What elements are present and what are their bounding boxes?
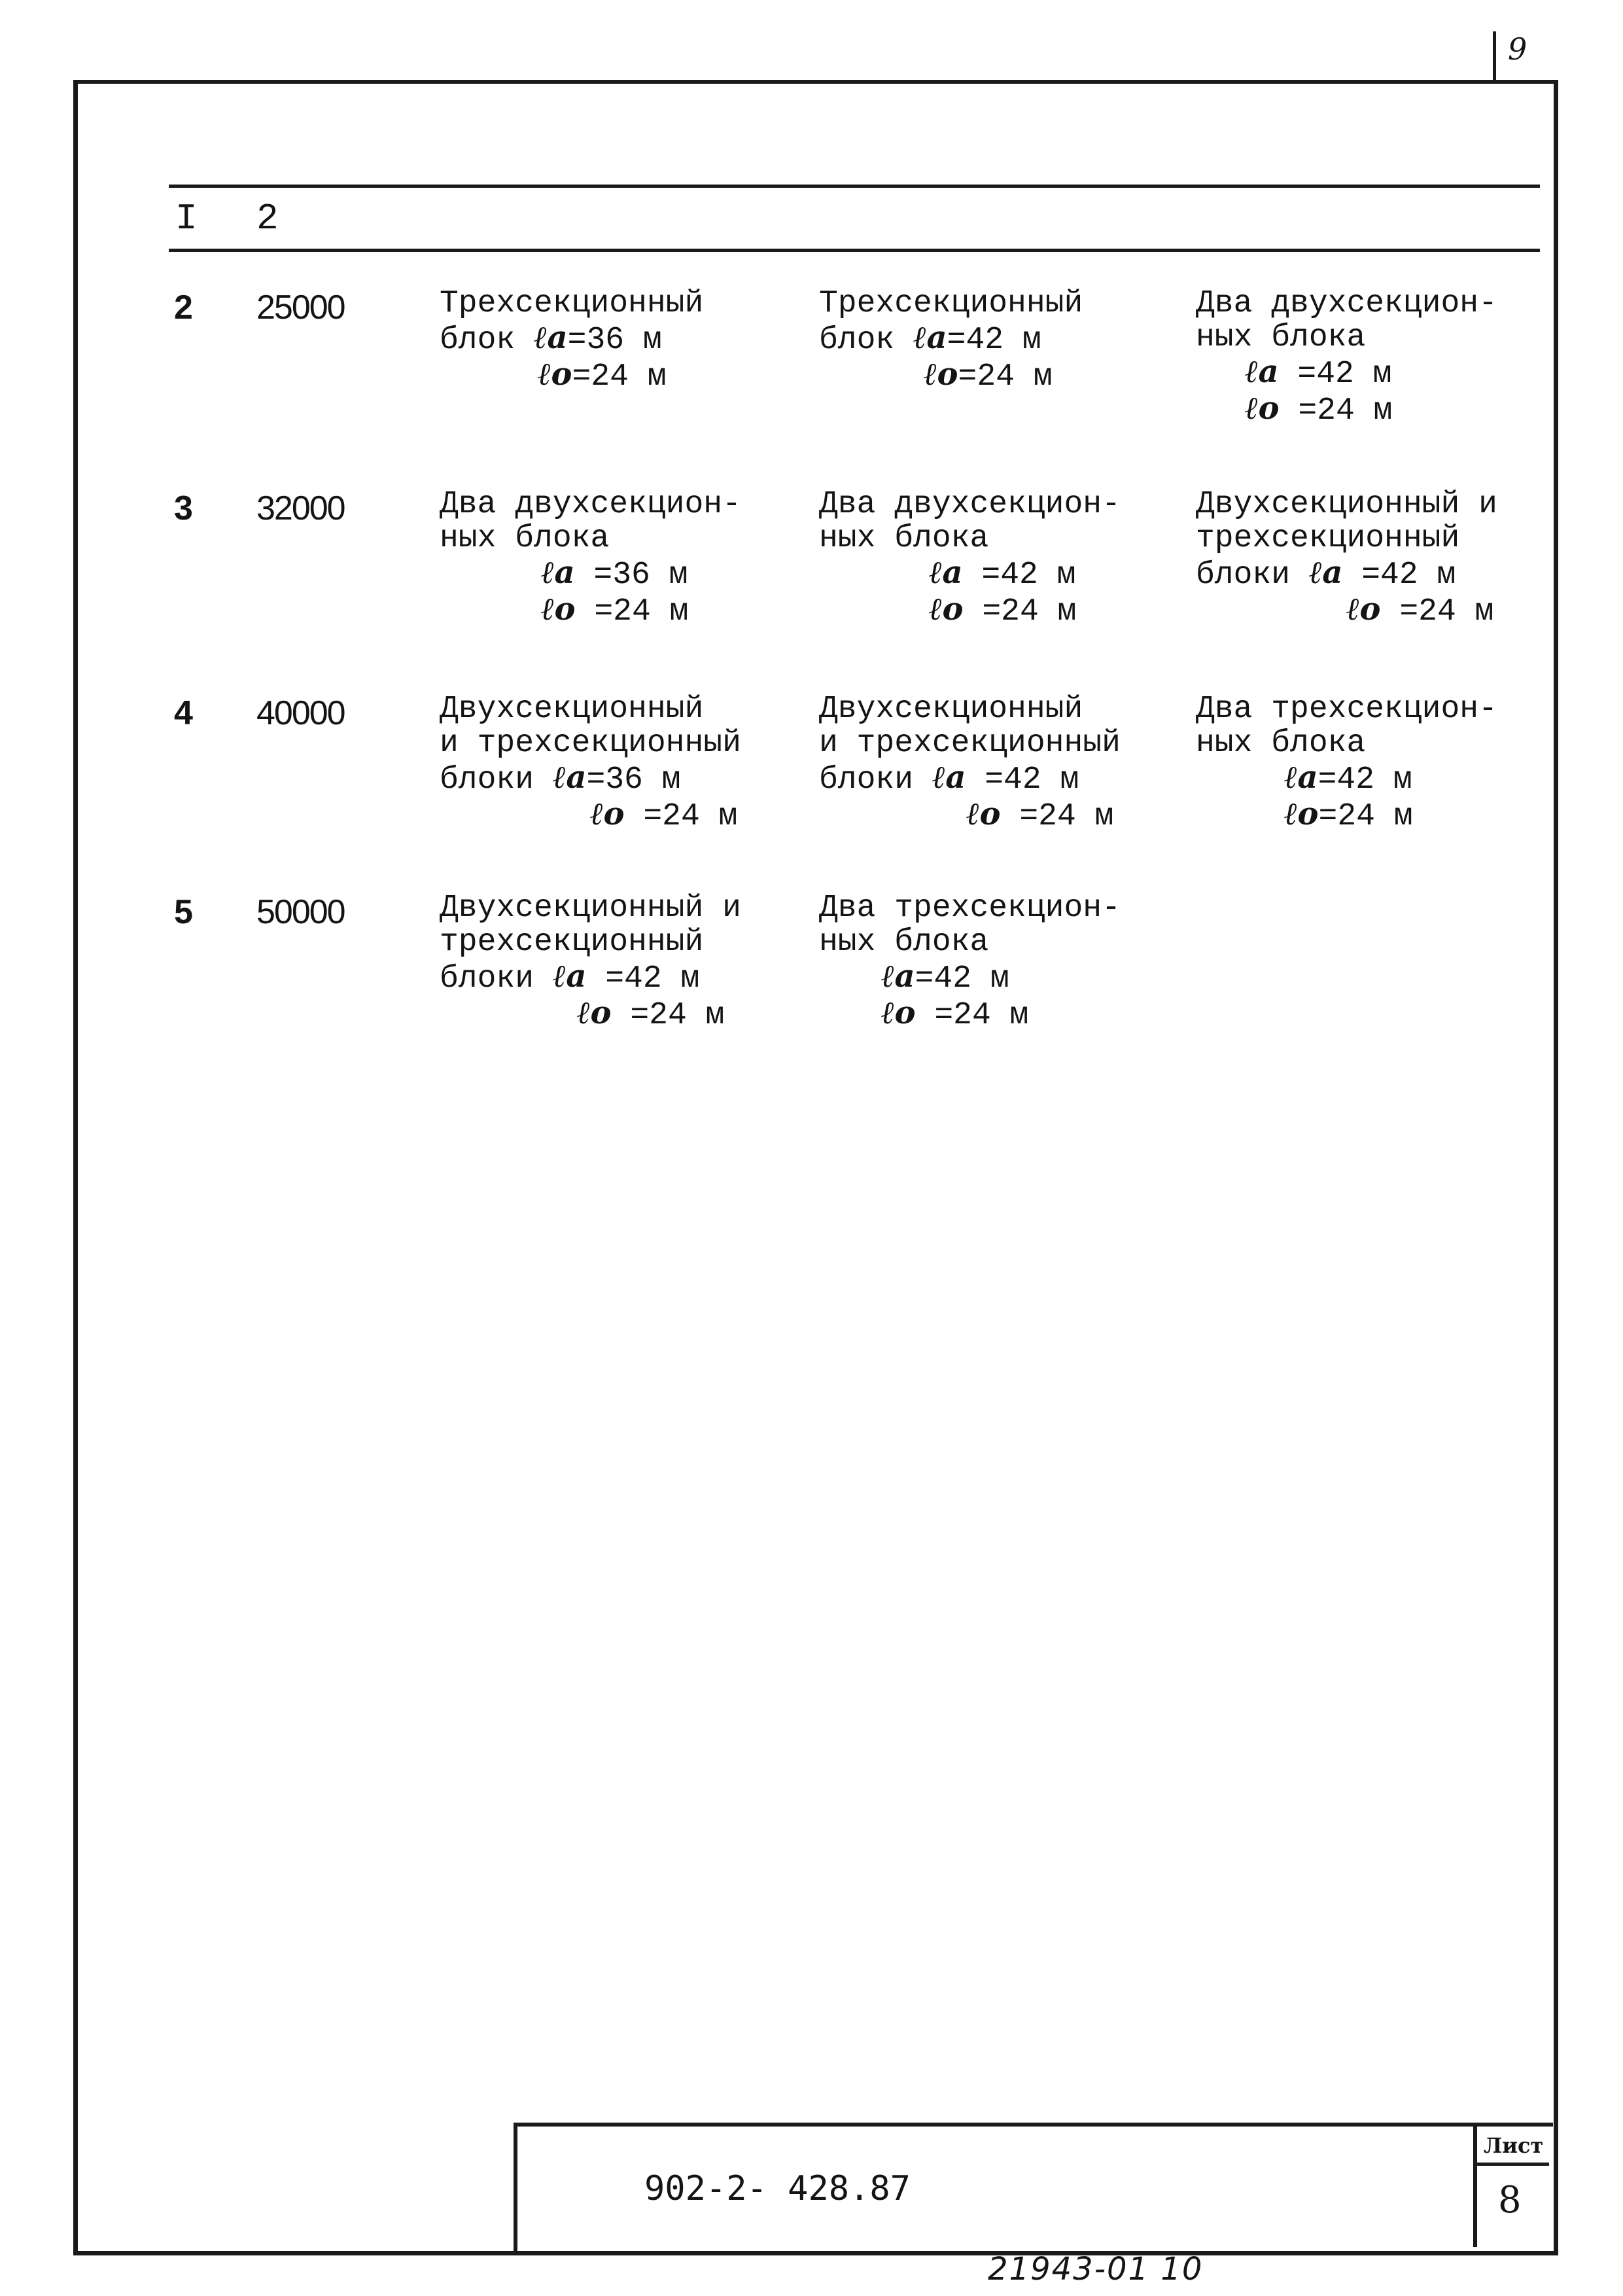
option-line: Два двухсекцион- xyxy=(819,487,1121,522)
option-line: ℓо =24 м xyxy=(1346,591,1494,629)
option-line: Двухсекционный и xyxy=(1196,487,1497,522)
option-line: трехсекционный xyxy=(1196,521,1460,556)
option-line: ℓо=24 м xyxy=(1284,796,1413,834)
row-quantity: 25000 xyxy=(256,289,345,327)
option-line: ℓо=24 м xyxy=(538,356,667,395)
header-col1: I xyxy=(175,198,198,239)
row-c4-option xyxy=(819,287,1083,394)
option-line: ℓа =36 м xyxy=(541,554,688,593)
document-code: 902-2- 428.87 xyxy=(644,2169,911,2208)
option-line: ℓа=42 м xyxy=(881,958,1009,997)
option-line: Трехсекционный xyxy=(440,286,704,321)
option-line: ℓо =24 м xyxy=(590,796,738,834)
option-line: Двухсекционный xyxy=(819,692,1083,727)
option-line: ℓо =24 м xyxy=(541,591,689,629)
row-c4-option xyxy=(819,487,1121,629)
sheet-label: Лист xyxy=(1484,2133,1544,2158)
option-line: Два двухсекцион- xyxy=(1196,286,1497,321)
option-line: ℓо =24 м xyxy=(881,995,1029,1033)
option-line: Двухсекционный xyxy=(440,692,704,727)
option-line: ℓа=42 м xyxy=(1284,759,1412,798)
corner-page-number: 9 xyxy=(1508,31,1527,67)
option-line: ных блока xyxy=(819,521,989,556)
row-number: 3 xyxy=(174,489,193,527)
inventory-number: 21943-01 10 xyxy=(988,2251,1204,2287)
row-quantity: 32000 xyxy=(256,489,345,527)
row-c5-option xyxy=(1196,692,1497,834)
option-line: ных блока xyxy=(819,925,989,960)
row-c3-option xyxy=(440,692,741,834)
option-line: блоки ℓа =42 м xyxy=(1196,554,1456,593)
sheet-label-rule xyxy=(1473,2163,1549,2166)
row-c3-option xyxy=(440,891,741,1033)
sheet-number: 8 xyxy=(1498,2179,1522,2221)
option-line: ℓо =24 м xyxy=(929,591,1077,629)
row-number: 2 xyxy=(174,289,193,327)
row-quantity: 40000 xyxy=(256,694,345,732)
option-line: Трехсекционный xyxy=(819,286,1083,321)
option-line: ℓа =42 м xyxy=(929,554,1076,593)
row-c5-option xyxy=(1196,287,1497,428)
option-line: блок ℓа=42 м xyxy=(819,319,1041,358)
option-line: и трехсекционный xyxy=(440,726,741,761)
corner-page-tab xyxy=(1493,31,1552,80)
option-line: блок ℓа=36 м xyxy=(440,319,662,358)
option-line: Двухсекционный и xyxy=(440,891,741,926)
header-col2: 2 xyxy=(256,198,279,239)
option-line: блоки ℓа=36 м xyxy=(440,759,681,798)
option-line: и трехсекционный xyxy=(819,726,1121,761)
option-line: ℓо =24 м xyxy=(577,995,725,1033)
option-line: ℓа =42 м xyxy=(1245,353,1392,392)
row-c3-option xyxy=(440,487,741,629)
option-line: ных блока xyxy=(1196,320,1366,355)
option-line: блоки ℓа =42 м xyxy=(440,958,700,997)
row-number: 5 xyxy=(174,893,193,931)
option-line: блоки ℓа =42 м xyxy=(819,759,1079,798)
option-line: трехсекционный xyxy=(440,925,704,960)
row-c3-option xyxy=(440,287,703,394)
row-c4-option xyxy=(819,692,1121,834)
option-line: Два двухсекцион- xyxy=(440,487,741,522)
option-line: Два трехсекцион- xyxy=(819,891,1121,926)
option-line: Два трехсекцион- xyxy=(1196,692,1497,727)
header-bottom-rule xyxy=(169,249,1540,252)
option-line: ных блока xyxy=(440,521,610,556)
row-c4-option xyxy=(819,891,1121,1033)
option-line: ℓо=24 м xyxy=(924,356,1053,395)
row-quantity: 50000 xyxy=(256,893,345,931)
row-number: 4 xyxy=(174,694,193,732)
title-block-divider xyxy=(1473,2123,1477,2247)
header-top-rule xyxy=(169,185,1540,188)
option-line: ℓо =24 м xyxy=(966,796,1114,834)
option-line: ℓо =24 м xyxy=(1245,390,1393,429)
row-c5-option xyxy=(1196,487,1497,629)
option-line: ных блока xyxy=(1196,726,1366,761)
